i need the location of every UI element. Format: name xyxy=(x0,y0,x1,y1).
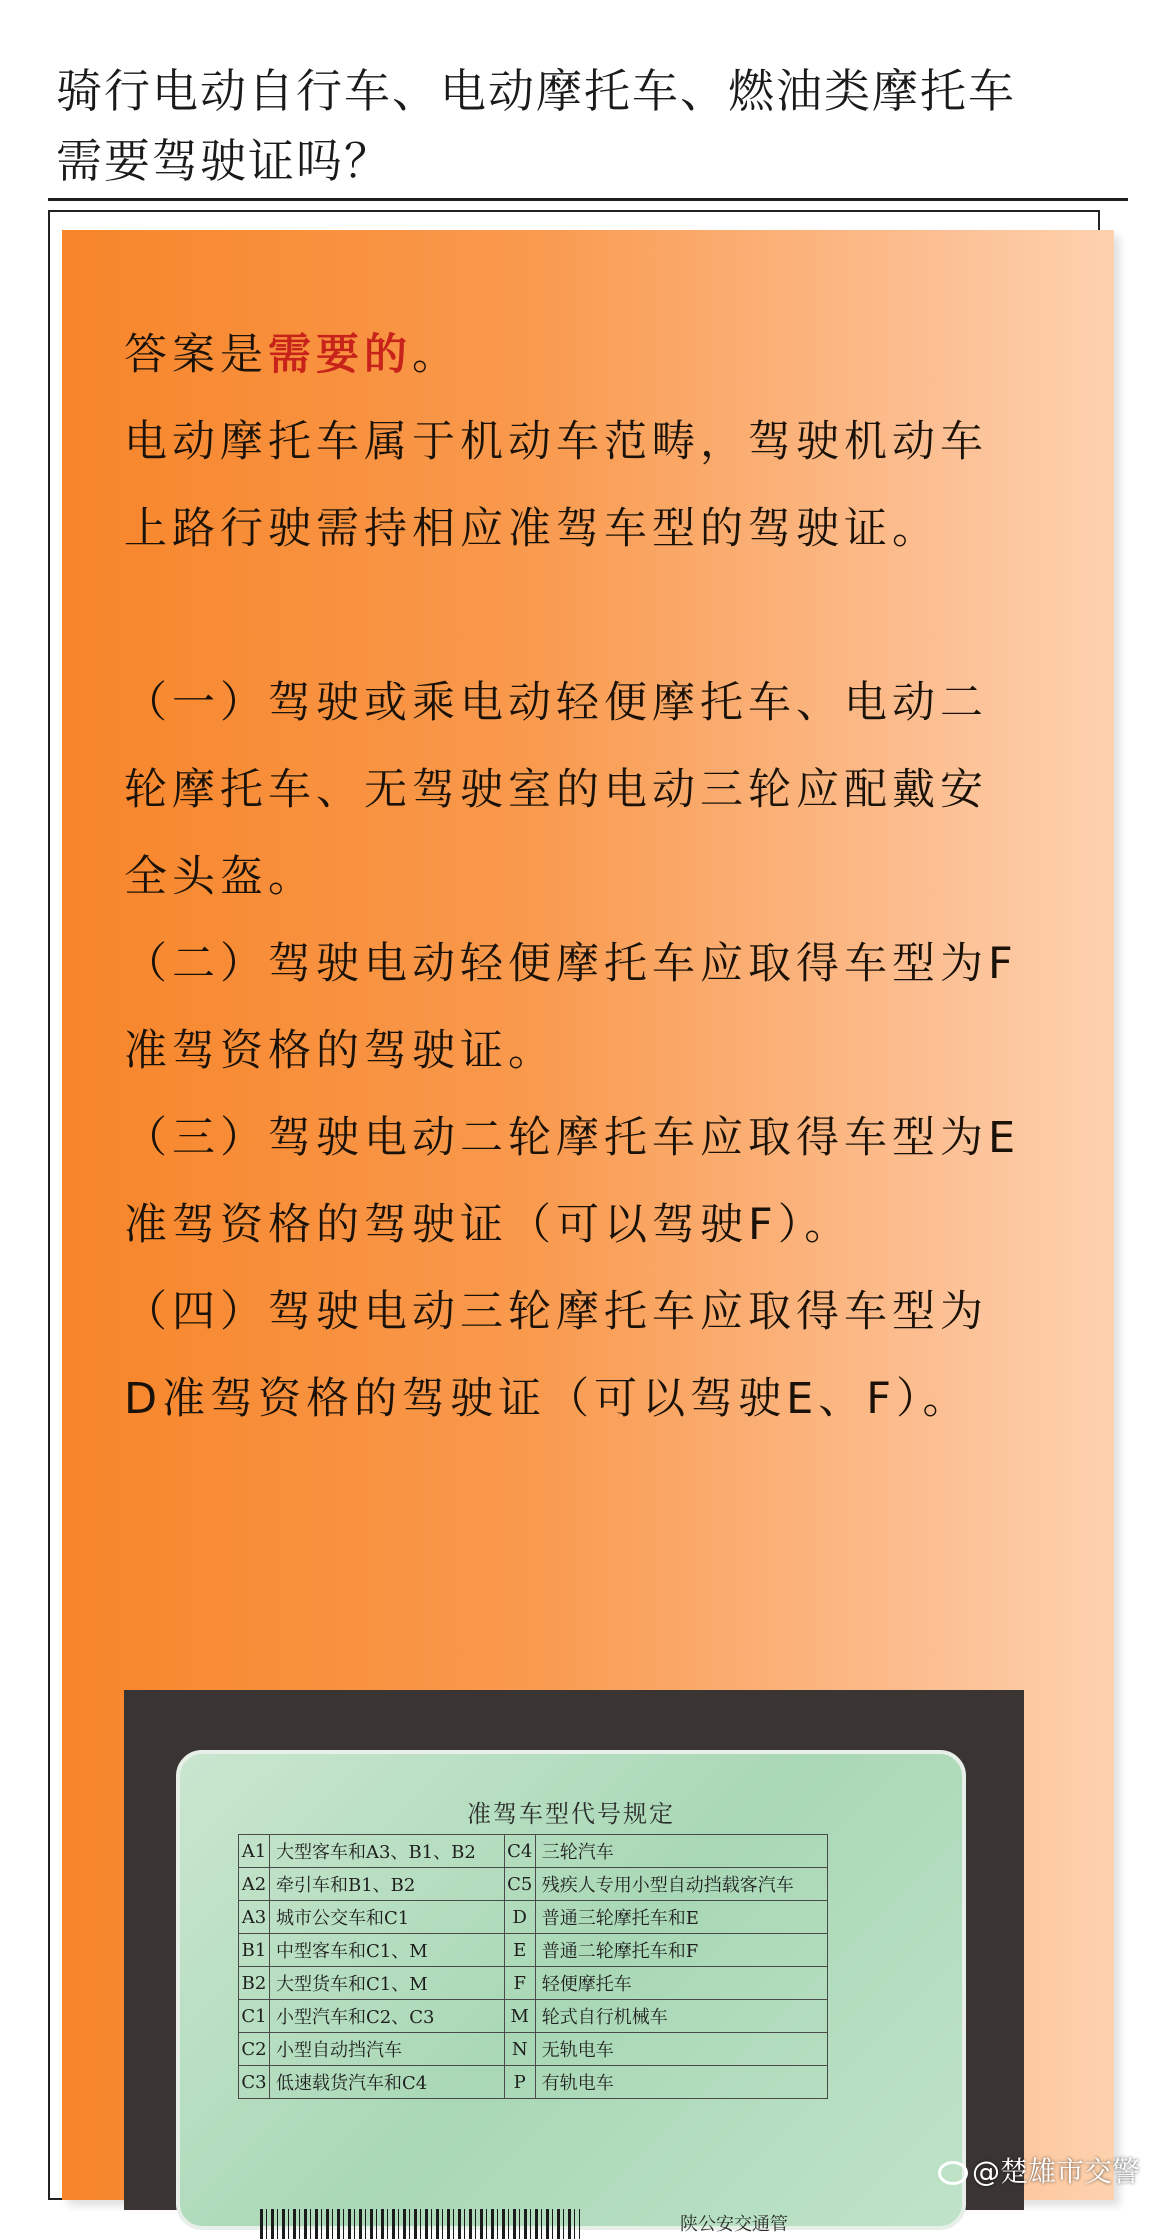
table-cell: 牵引车和B1、B2 xyxy=(270,1868,505,1901)
rule-4: （四）驾驶电动三轮摩托车应取得车型为D准驾资格的驾驶证（可以驾驶E、F）。 xyxy=(124,1287,988,1424)
page-title xyxy=(56,56,1116,196)
answer-prefix: 答案是 xyxy=(124,330,268,380)
table-cell: 小型自动挡汽车 xyxy=(270,2033,505,2066)
table-cell: C2 xyxy=(239,2033,270,2066)
table-cell: E xyxy=(504,1934,535,1967)
answer-intro: 电动摩托车属于机动车范畴，驾驶机动车上路行驶需持相应准驾车型的驾驶证。 xyxy=(124,417,988,554)
table-cell: C5 xyxy=(504,1868,535,1901)
driving-license-card xyxy=(176,1750,966,2235)
watermark-text: @楚雄市交警 xyxy=(972,2155,1141,2188)
answer-line xyxy=(124,312,1024,399)
table-cell: N xyxy=(504,2033,535,2066)
table-cell: A1 xyxy=(239,1835,270,1868)
question-line-1: 骑行电动自行车、电动摩托车、燃油类摩托车 xyxy=(56,64,1016,118)
table-row xyxy=(239,1967,828,2000)
question-line-2: 需要驾驶证吗？ xyxy=(56,134,392,188)
table-cell: C3 xyxy=(239,2066,270,2099)
table-cell: 残疾人专用小型自动挡载客汽车 xyxy=(535,1868,827,1901)
table-cell: C1 xyxy=(239,2000,270,2033)
table-cell: F xyxy=(504,1967,535,2000)
table-cell: 有轨电车 xyxy=(535,2066,827,2099)
title-divider xyxy=(48,198,1128,201)
table-cell: 轻便摩托车 xyxy=(535,1967,827,2000)
answer-highlight: 需要的 xyxy=(268,330,412,380)
weibo-watermark xyxy=(938,2150,1140,2190)
table-cell: 无轨电车 xyxy=(535,2033,827,2066)
table-cell: 大型客车和A3、B1、B2 xyxy=(270,1835,505,1868)
table-cell: 城市公交车和C1 xyxy=(270,1901,505,1934)
table-cell: B2 xyxy=(239,1967,270,2000)
table-cell: M xyxy=(504,2000,535,2033)
license-photo xyxy=(124,1690,1024,2235)
answer-suffix: 。 xyxy=(412,330,460,380)
table-row xyxy=(239,2066,828,2099)
table-cell: 普通二轮摩托车和F xyxy=(535,1934,827,1967)
spacer xyxy=(124,573,1024,660)
rule-2: （二）驾驶电动轻便摩托车应取得车型为F准驾资格的驾驶证。 xyxy=(124,939,1018,1076)
table-row xyxy=(239,2000,828,2033)
table-cell: 小型汽车和C2、C3 xyxy=(270,2000,505,2033)
table-row xyxy=(239,2033,828,2066)
table-cell: 大型货车和C1、M xyxy=(270,1967,505,2000)
table-row xyxy=(239,1835,828,1868)
table-row xyxy=(239,1934,828,1967)
vehicle-code-table xyxy=(238,1834,828,2099)
barcode xyxy=(260,2209,580,2239)
table-cell: 轮式自行机械车 xyxy=(535,2000,827,2033)
table-cell: 中型客车和C1、M xyxy=(270,1934,505,1967)
table-cell: P xyxy=(504,2066,535,2099)
table-row xyxy=(239,1901,828,1934)
table-cell: 普通三轮摩托车和E xyxy=(535,1901,827,1934)
table-cell: B1 xyxy=(239,1934,270,1967)
weibo-icon xyxy=(938,2161,968,2185)
table-cell: D xyxy=(504,1901,535,1934)
issuer-text: 陕公安交通管 xyxy=(680,2214,788,2235)
table-cell: A3 xyxy=(239,1901,270,1934)
table-row xyxy=(239,1868,828,1901)
rule-3: （三）驾驶电动二轮摩托车应取得车型为E准驾资格的驾驶证（可以驾驶F）。 xyxy=(124,1113,1021,1250)
table-cell: A2 xyxy=(239,1868,270,1901)
table-cell: 低速载货汽车和C4 xyxy=(270,2066,505,2099)
table-cell: C4 xyxy=(504,1835,535,1868)
answer-content xyxy=(124,312,1024,1443)
license-title: 准驾车型代号规定 xyxy=(467,1800,675,1828)
table-cell: 三轮汽车 xyxy=(535,1835,827,1868)
rule-1: （一）驾驶或乘电动轻便摩托车、电动二轮摩托车、无驾驶室的电动三轮应配戴安全头盔。 xyxy=(124,678,988,902)
